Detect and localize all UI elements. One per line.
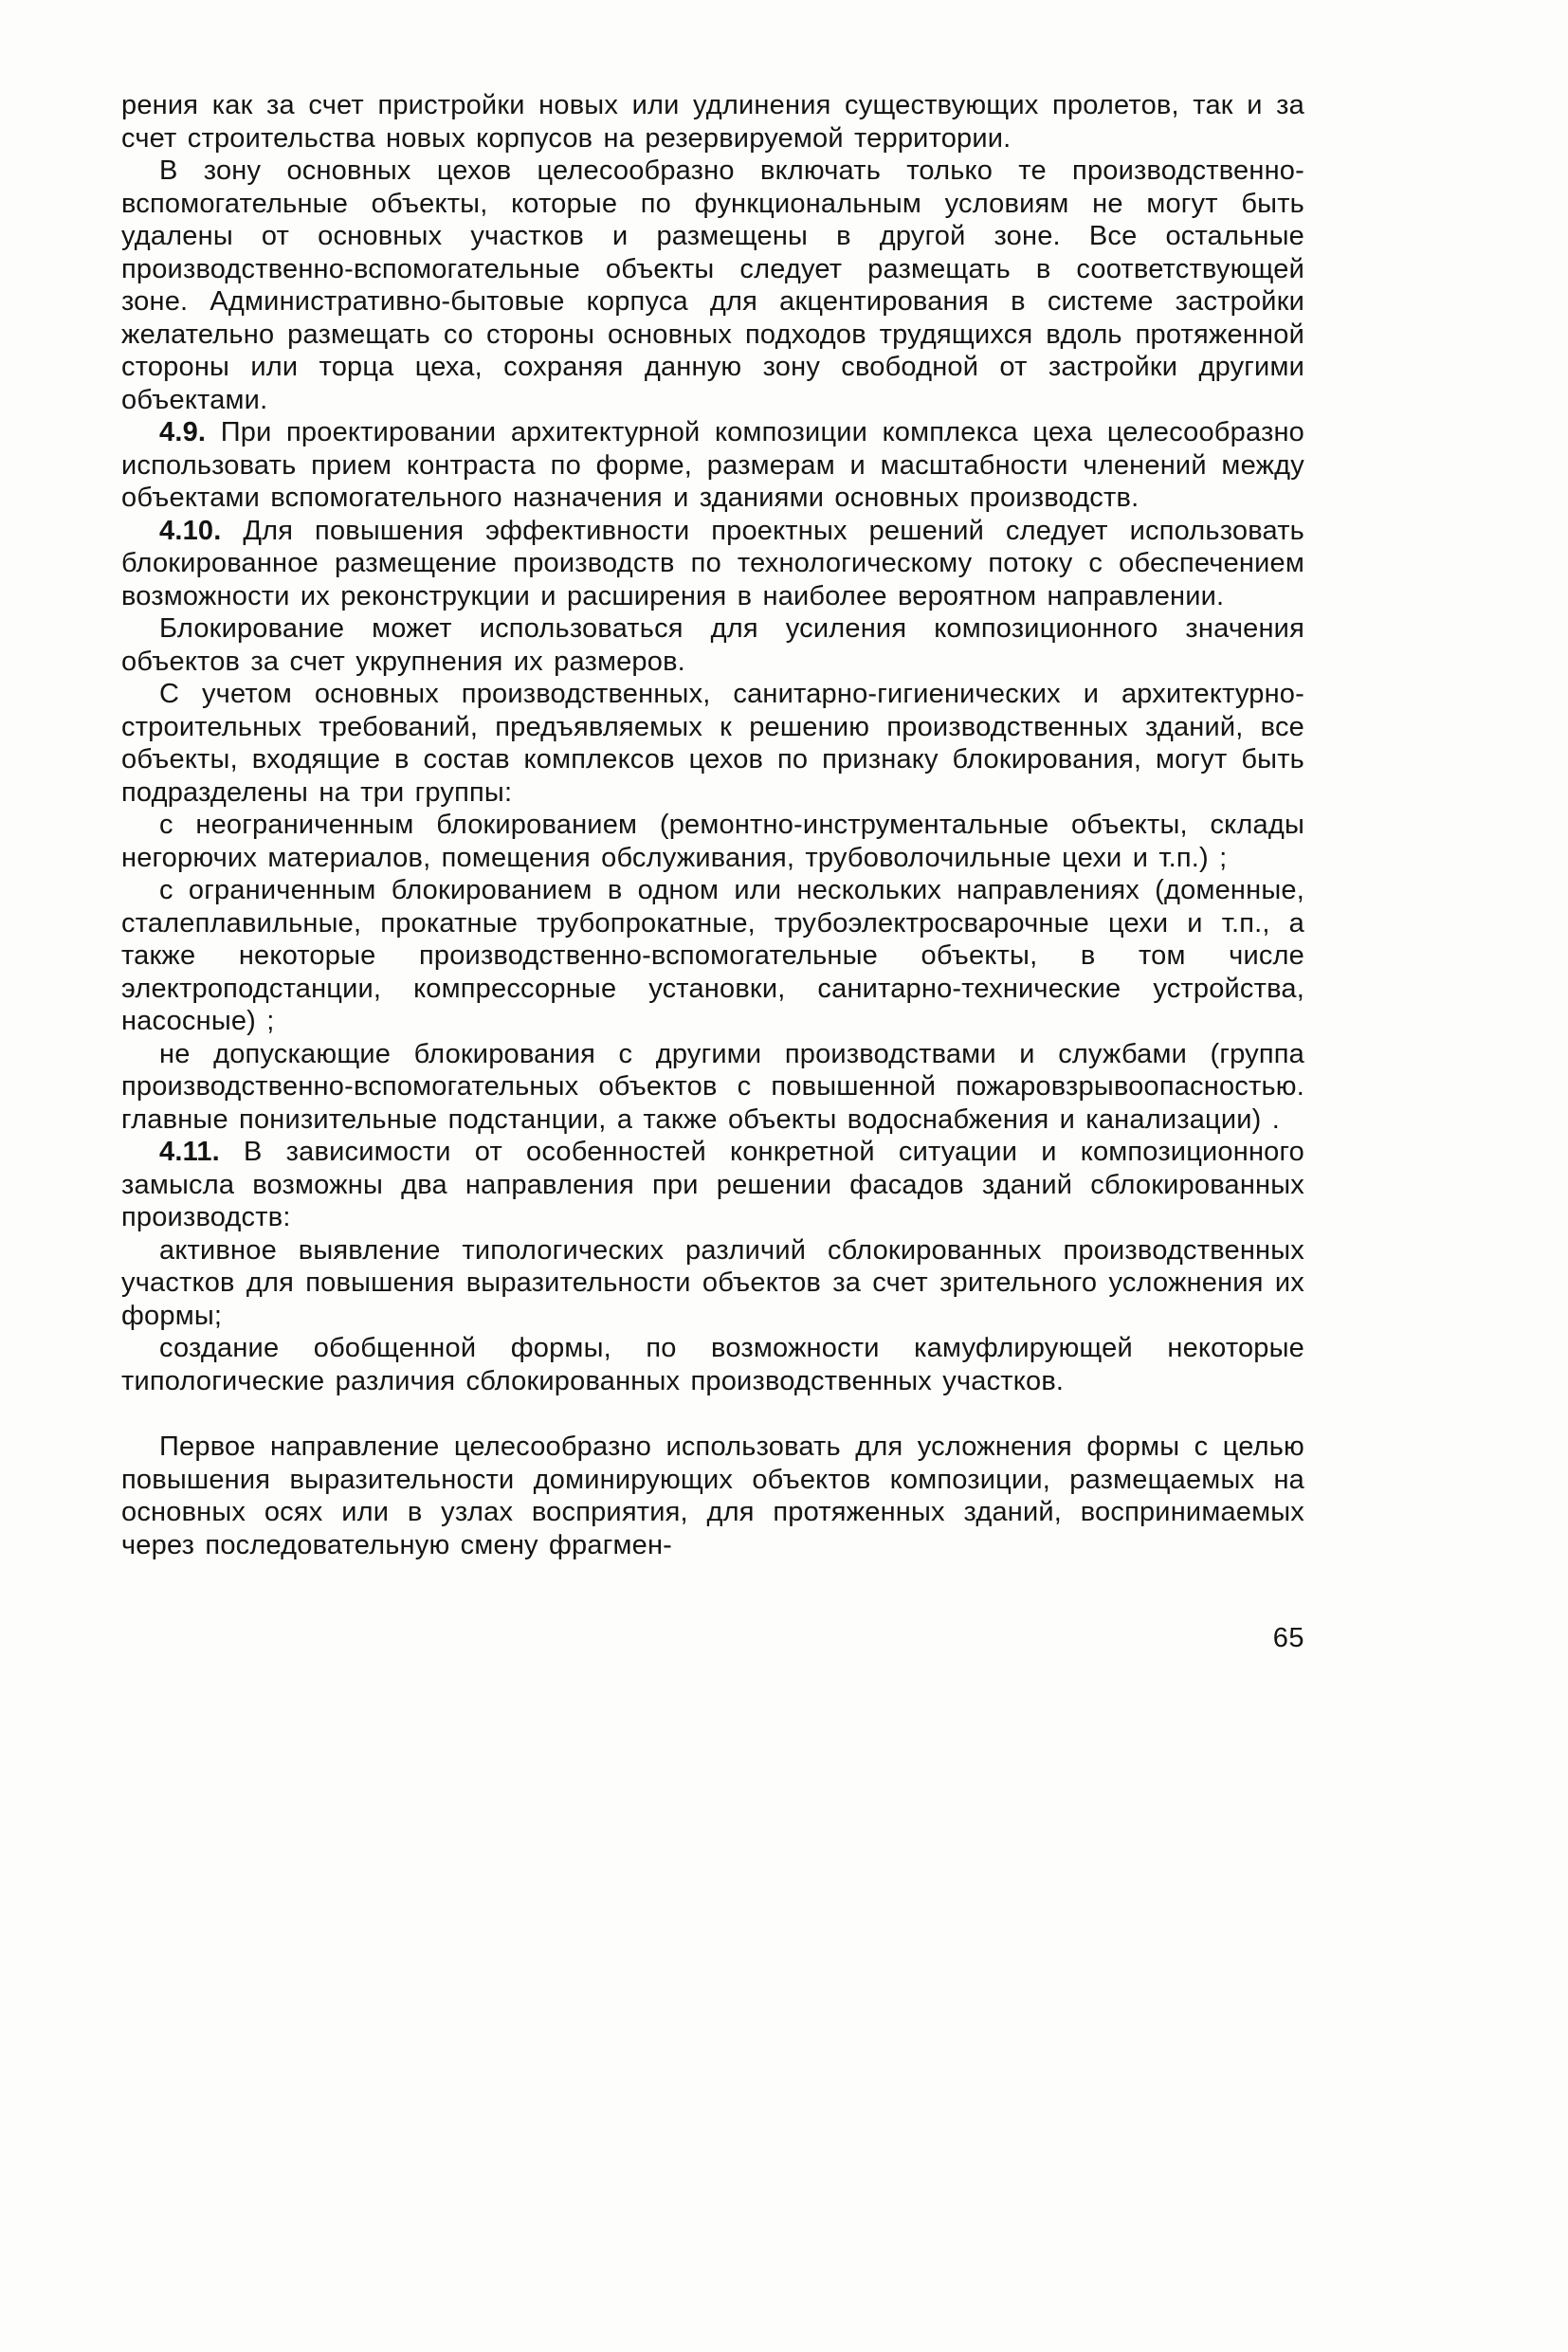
paragraph: С учетом основных производственных, санитарно-гигиенических и архитектурно-строительных требований, предъявляемых к решению производственных зданий, все объекты, входящие в состав комплексов цехов по признаку блокирования, могут быть подразделены на три группы: (121, 679, 1304, 808)
page-number: 65 (1272, 1623, 1304, 1653)
clause-number: 4.10. (159, 515, 244, 546)
paragraph: рения как за счет пристройки новых или удлинения существующих пролетов, так и за счет строительства новых корпусов на резервируемой территории. (121, 90, 1304, 154)
clause-number: 4.11. (159, 1137, 245, 1167)
paragraph: 4.9. При проектировании архитектурной композиции комплекса цеха целесообразно использовать прием контраста по форме, размерам и масштабности членений между объектами вспомогательного назначения и зданиями основных производств. (121, 417, 1304, 513)
paragraph: активное выявление типологических различий сблокированных производственных участков для повышения выразительности объектов за счет зрительного усложнения их формы; (121, 1234, 1304, 1331)
paragraph: создание обобщенной формы, по возможности камуфлирующей некоторые типологические различия сблокированных производственных участков. (121, 1333, 1304, 1396)
document-text (121, 89, 1304, 1655)
paragraph: 4.11. В зависимости от особенностей конкретной ситуации и композиционного замысла возможны два направления при решении фасадов зданий сблокированных производств: (121, 1137, 1304, 1232)
paragraph: Первое направление целесообразно использовать для усложнения формы с целью повышения выразительности доминирующих объектов композиции, размещаемых на основных осях или в узлах восприятия, для протяженных зданий, воспринимаемых через последовательную смену фрагмен- (121, 1431, 1304, 1560)
paragraph: Блокирование может использоваться для усиления композиционного значения объектов за счет укрупнения их размеров. (121, 613, 1304, 677)
paragraph: не допускающие блокирования с другими производствами и службами (группа производственно-вспомогательных объектов с повышенной пожаровзрывоопасностью. главные понизительные подстанции, а также объекты водоснабжения и канализации) . (121, 1038, 1304, 1135)
paragraph: с неограниченным блокированием (ремонтно-инструментальные объекты, склады негорючих материалов, помещения обслуживания, трубоволочильные цехи и т.п.) ; (121, 810, 1304, 873)
paragraph: с ограниченным блокированием в одном или нескольких направлениях (доменные, сталеплавильные, прокатные трубопрокатные, трубоэлектросварочные цехи и т.п., а также некоторые производственно-вспомогательные объекты, в том числе электроподстанции, компрессорные установки, санитарно-технические устройства, насосные) ; (121, 875, 1304, 1036)
clause-number: 4.9. (159, 417, 221, 447)
paragraph: 4.10. Для повышения эффективности проектных решений следует использовать блокированное размещение производств по технологическому потоку с обеспечением возможности их реконструкции и расширения в наиболее вероятном направлении. (121, 515, 1304, 611)
paragraph: В зону основных цехов целесообразно включать только те производственно-вспомогательные объекты, которые по функциональным условиям не могут быть удалены от основных участков и размещены в другой зоне. Все остальные производственно-вспомогательные объекты следует размещать в соответствующей зоне. Административно-бытовые корпуса для акцентирования в системе застройки желательно размещать со стороны основных подходов трудящихся вдоль протяженной стороны или торца цеха, сохраняя данную зону свободной от застройки другими объектами. (121, 155, 1304, 415)
